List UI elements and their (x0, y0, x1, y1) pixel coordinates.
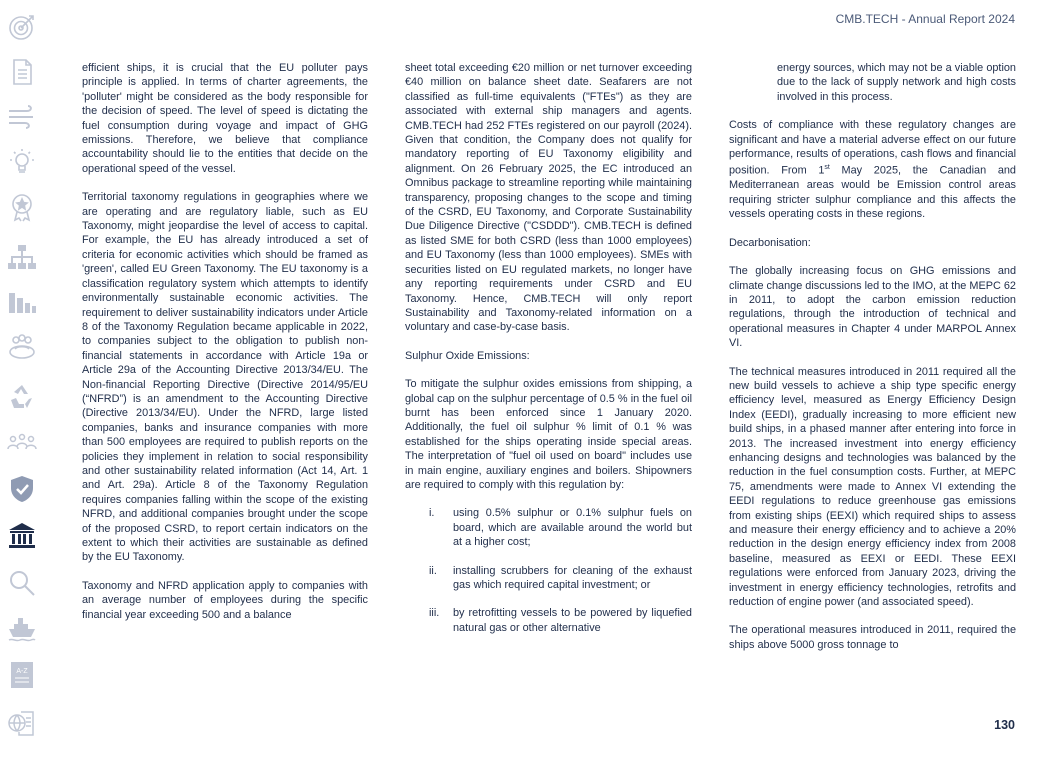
paragraph: The operational measures introduced in 2011, required the ships above 5000 gross tonnage to (729, 624, 1016, 651)
paragraph-text: Costs of compliance with these regulatory changes are significant and have a material adverse effect on our future performance, results of operations, cash flows and financial position. From 1 (729, 119, 1016, 178)
target-icon[interactable] (7, 12, 37, 42)
text-column-3 (729, 61, 1016, 666)
section-heading: Decarbonisation: (729, 236, 811, 249)
search-icon[interactable] (7, 568, 37, 598)
people-group-icon[interactable] (7, 332, 37, 362)
wind-icon[interactable] (7, 102, 37, 132)
shield-check-icon[interactable] (7, 474, 37, 504)
list-number: i. (429, 507, 435, 520)
list-text: installing scrubbers for cleaning of the exhaust gas which required capital investment; or (453, 564, 692, 591)
org-chart-icon[interactable] (7, 242, 37, 272)
list-continuation: energy sources, which may not be a viable option due to the lack of supply network and high costs involved in this process. (777, 62, 1016, 103)
recycle-icon[interactable] (7, 382, 37, 412)
ship-icon[interactable] (7, 614, 37, 644)
paragraph: The globally increasing focus on GHG emissions and climate change discussions led to the IMO, at the MEPC 62 in 2011, to adopt the carbon emission reduction regulations, through the introduction of technical and operational measures in Chapter 4 under MARPOL Annex VI. (729, 265, 1016, 350)
list-text: using 0.5% sulphur or 0.1% sulphur fuels on board, which are available around the world but at a higher cost; (453, 507, 692, 549)
paragraph: To mitigate the sulphur oxides emissions from shipping, a global cap on the sulphur percentage of 0.5 % in the fuel oil burnt has been enforced since 1 January 2020. Additionally, the fuel oil sulphur % limit of 0.1 % was established for the ships operating inside special areas. The interpretation of "fuel oil used on board" includes use in main engine, auxiliary engines and boilers. Shipowners are required to comply with this regulation by: (405, 378, 692, 491)
lightbulb-icon[interactable] (7, 147, 37, 177)
paragraph: Taxonomy and NFRD application apply to companies with an average number of employees during the specific financial year exceeding 500 and a balance (82, 579, 368, 621)
paragraph: sheet total exceeding €20 million or net turnover exceeding €40 million on balance sheet date. Seafarers are not classified as full-time equivalents ("FTEs") as they are associated with external ship managers and agents. CMB.TECH had 252 FTEs registered on our payroll (2024). Given that condition, the Company does not qualify for mandatory reporting of EU Taxonomy eligibility and alignment. On 26 February 2025, the EC introduced an Omnibus package to streamline reporting while maintaining transparency, proposing changes to the scope and timing of the CSRD, EU Taxonomy, and Corporate Sustainability Due Diligence Directive ("CSDDD"). CMB.TECH is defined as listed SME for both CSRD (less than 1000 employees) and EU Taxonomy (less than 1000 employees). SMEs with securities listed on EU regulated markets, no longer have any reporting requirements under CSRD and EU Taxonomy. Hence, CMB.TECH will only report Sustainability and Taxonomy-related information on a voluntary and case-by-case basis. (405, 62, 692, 334)
glossary-icon[interactable] (7, 660, 37, 690)
list-number: ii. (429, 564, 437, 577)
paragraph: efficient ships, it is crucial that the EU polluter pays principle is applied. In terms of charter agreements, the 'polluter' might be considered as the body responsible for the decision of speed. The level of speed is dictating the fuel consumption during voyage and impact of GHG emissions. Therefore, we believe that compliance accountability should lie to the entities that decide on the operational speed of the vessel. (82, 62, 368, 175)
list-item (405, 506, 692, 549)
paragraph-text: May 2025, the Canadian and Mediterranean areas would be Emission control areas requiring stricter sulphur compliance and this affects the vessels operating costs in these regions. (729, 165, 1016, 221)
bar-chart-icon[interactable] (7, 287, 37, 317)
text-column-2 (405, 61, 692, 649)
glossary-label: A-Z (16, 668, 28, 675)
list-text: by retrofitting vessels to be powered by liquefied natural gas or other alternative (453, 607, 692, 634)
list-item (405, 606, 692, 635)
web-document-icon[interactable] (7, 708, 37, 738)
ordinal-suffix: st (824, 164, 830, 172)
document-icon[interactable] (7, 57, 37, 87)
team-icon[interactable] (7, 427, 37, 457)
list-item (405, 564, 692, 593)
list-number: iii. (429, 607, 440, 620)
paragraph (729, 118, 1016, 221)
section-heading: Sulphur Oxide Emissions: (405, 349, 530, 362)
page-number: 130 (994, 718, 1015, 732)
paragraph: Territorial taxonomy regulations in geographies where we are operating and are regulatory liable, such as EU Taxonomy, might jeopardise the level of access to capital. For example, the EU has already introduced a set of criteria for economic activities which should be framed as 'green', called EU Green Taxonomy. The EU taxonomy is a classification regulatory system which attempts to identify environmentally sustainable economic activities. The requirement to deliver sustainability indicators under Article 8 of the Taxonomy Regulation became applicable in 2022, to companies subject to the obligation to publish non-financial statements in accordance with Article 19a or Article 29a of the Accounting Directive 2013/34/EU. The Non-financial Reporting Directive (Directive 2014/95/EU (“NFRD”) is an amendment to the Accounting Directive (Directive 2013/34/EU). Under the NFRD, large listed companies, banks and insurance companies with more than 500 employees are required to publish reports on the policies they implement in relation to social responsibility and other sustainability related information (Act 14, Art. 1 and Art. 29a). Article 8 of the Taxonomy Regulation requires companies falling within the scope of the existing NFRD, and additional companies brought under the scope of the proposed CSRD, to report certain indicators on the extent to which their activities are sustainable as defined by the EU Taxonomy. (82, 191, 368, 564)
award-icon[interactable] (7, 192, 37, 222)
sidebar-nav (0, 0, 50, 764)
bank-icon[interactable] (7, 521, 37, 551)
report-title: CMB.TECH - Annual Report 2024 (835, 12, 1015, 26)
text-column-1 (82, 61, 368, 636)
paragraph: The technical measures introduced in 2011 required all the new build vessels to achieve a ship type specific energy efficiency level, measured as Energy Efficiency Design Index (EEDI), gradually increasing to more efficient new build ships, in a phased manner after entering into force in 2013. The increased investment into energy efficiency enhancing designs and technologies was balanced by the reduction in the fuel consumption costs. Further, at MEPC 75, amendments were made to Annex VI extending the EEDI regulations to reduce greenhouse gas emissions from existing ships (EEXI) which required ships to assess and measure their energy efficiency and to achieve a 20% reduction in the design energy efficiency index from 2008 baseline, measured as EEXI or EEDI. These EEXI regulations were enforced from January 2023, driving the investment in energy efficiency technologies, retrofits and reduction of engine power (and associated speed). (729, 365, 1016, 609)
